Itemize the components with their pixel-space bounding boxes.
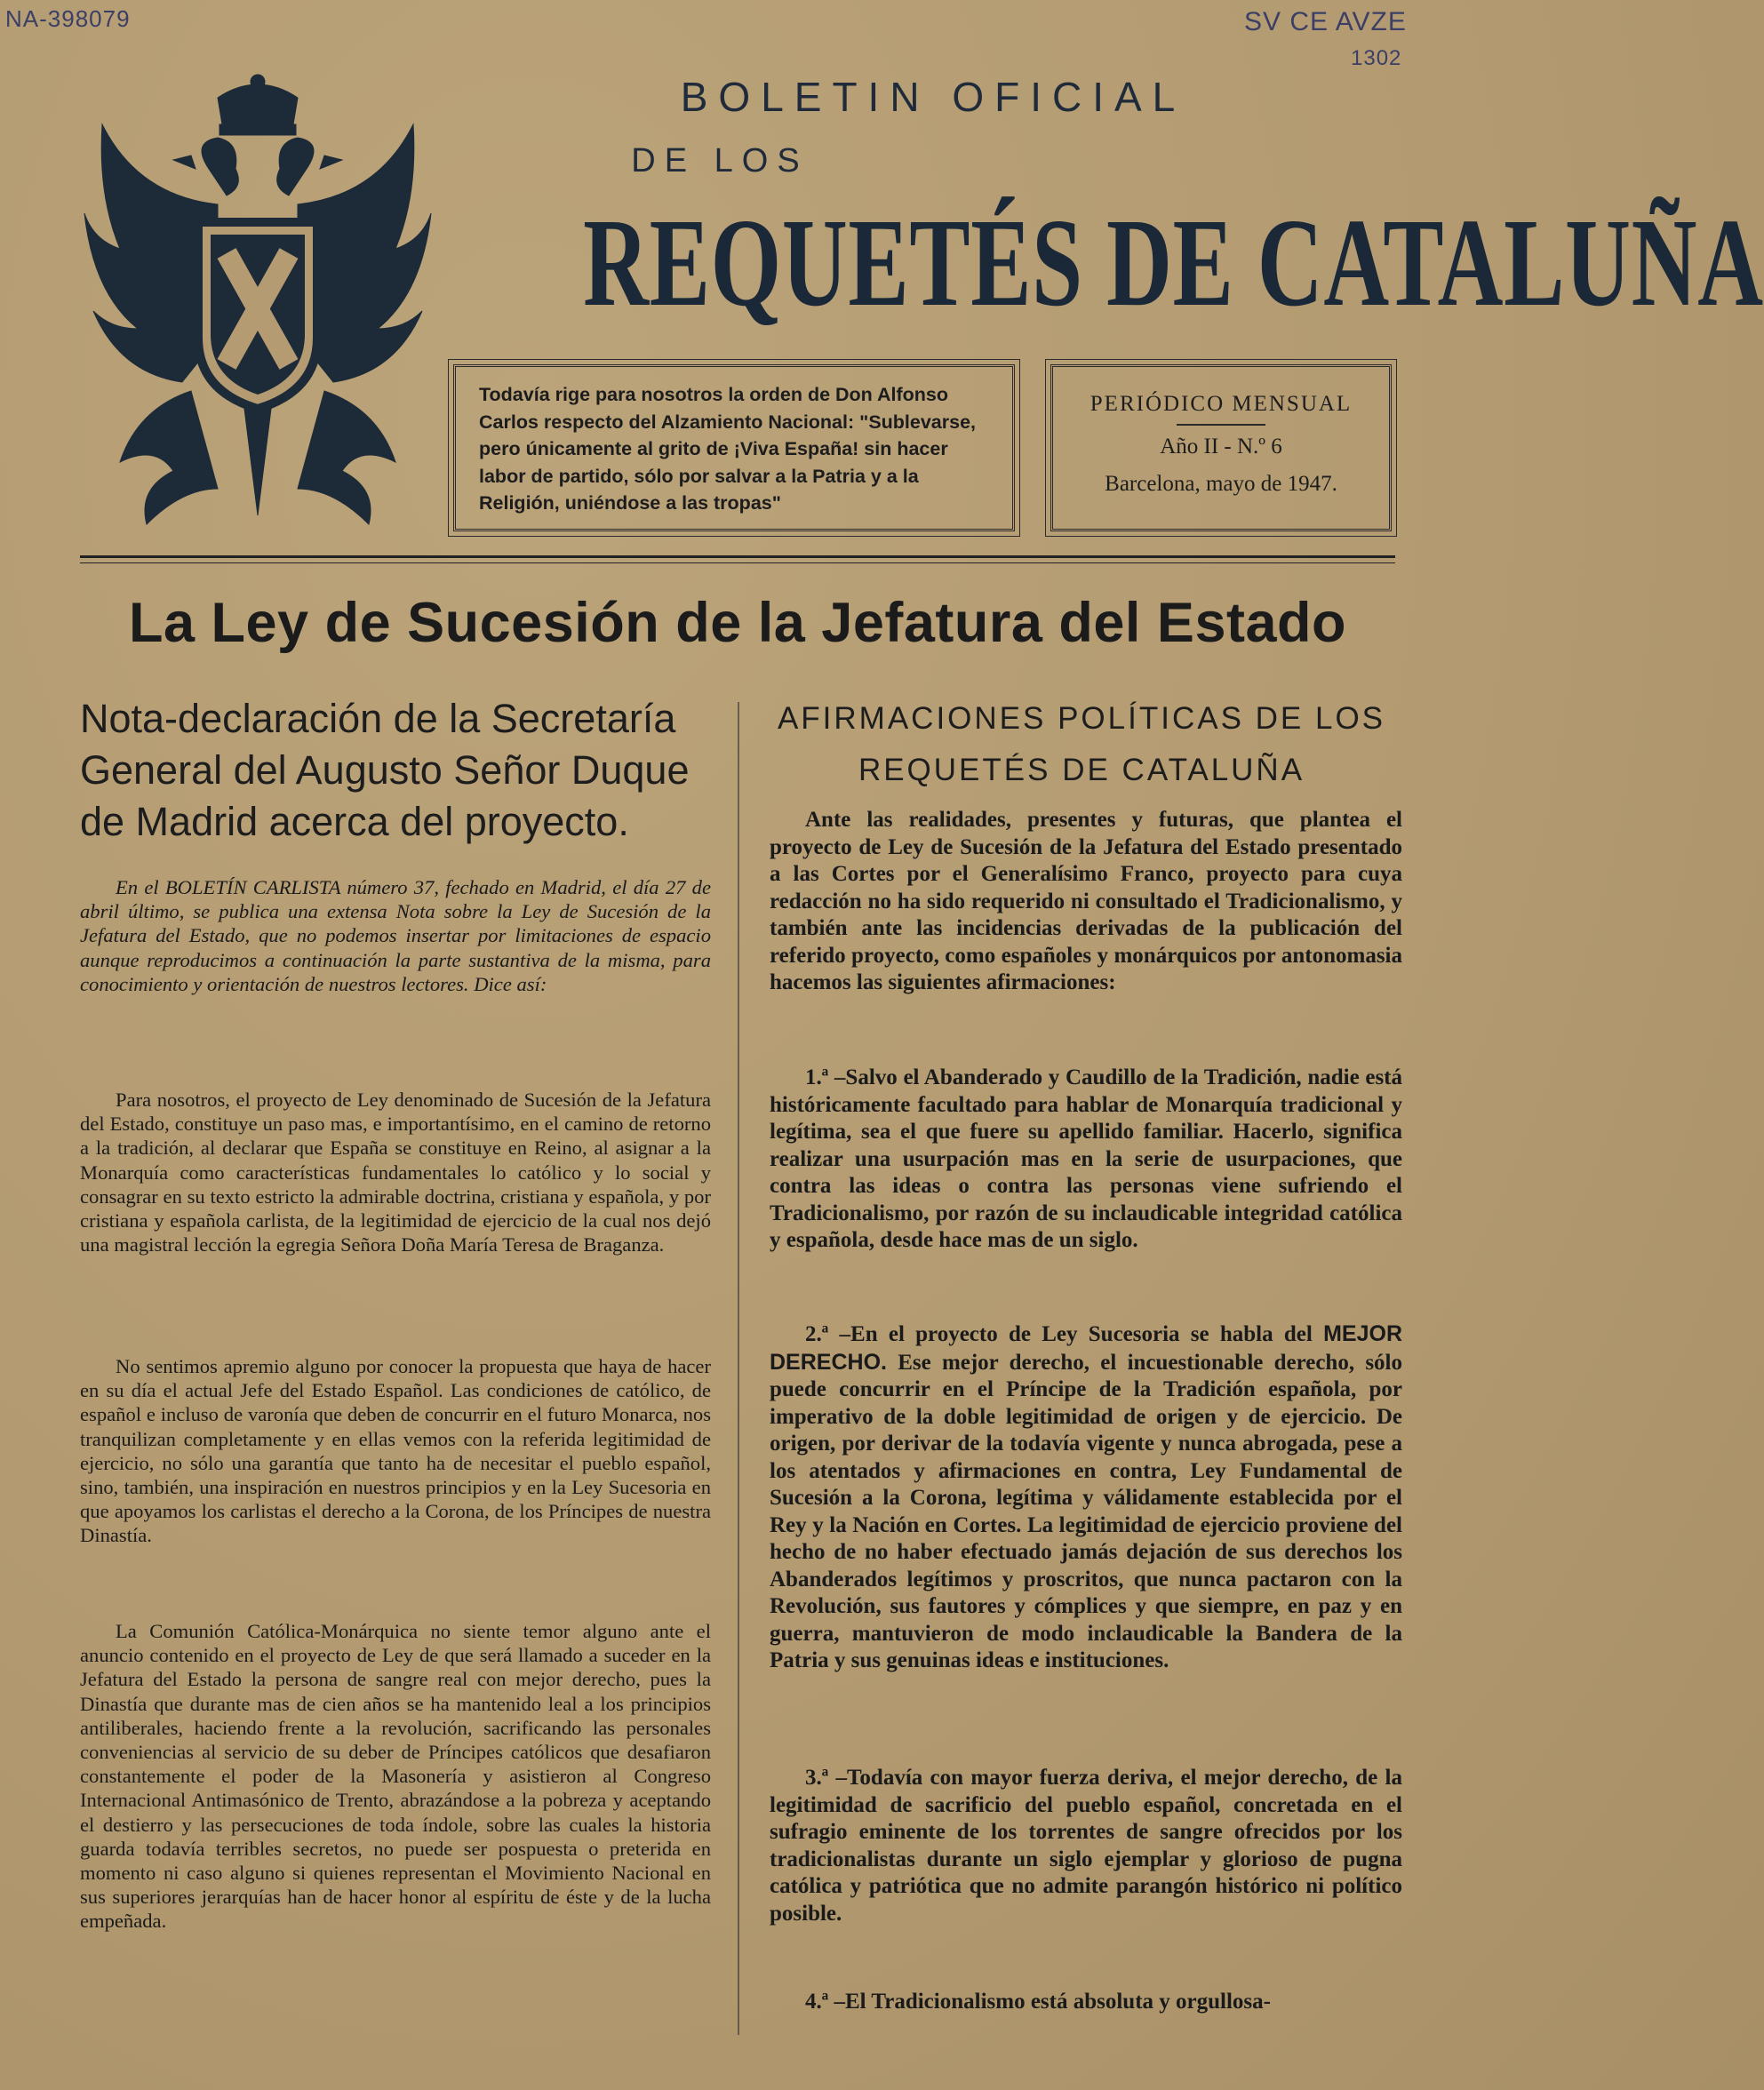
left-p2-text: No sentimos apremio alguno por conocer la propuesta que haya de hacer en su día el actual Jefe del Estado Español. Las condiciones de católico, de español e incluso de varonía que deben de concurrir en el futuro Monarca, nos tranquilizan completamente y en ellas vemos con la referida legitimidad de ejercicio, no sólo una garantía que tanto ha de necesitar el pueblo español, sino, también, una inspiración en nuestros principios y en la Ley Sucesoria en que apoyamos los carlistas el derecho a la Corona, de los Príncipes de nuestra Dinastía. (80, 1355, 711, 1547)
left-p3-text: La Comunión Católica-Monárquica no siente temor alguno ante el anuncio contenido en el proyecto de Ley de que será llamado a suceder en la Jefatura del Estado la persona de sangre real con mejor derecho, pues la Dinastía que durante mas de cien años se ha mantenido leal a los principios antiliberales, haciendo frente a la revolución, sacrificando las personales conveniencias al servicio de su deber de Príncipes católicos que desafiaron constantemente el poder de la Masonería y asistieron al Congreso Internacional Antimasónico de Trento, abrazándose a la pobreza y aceptando el destierro y las persecuciones de toda índole, sobre las cuales la historia guarda todavía terribles secretos, no puede ser pospuesta o preterida en momento ni caso alguno si quienes representan el Movimiento Nacional en sus superiores jerarquías han de hacer honor al espíritu de éste y de la lucha empeñada. (80, 1620, 711, 1933)
left-p1-text: Para nosotros, el proyecto de Ley denominado de Sucesión de la Jefatura del Estado, constituye un paso mas, e importantísimo, en el camino de retorno a la tradición, al declarar que España se constituye en Reino, al asignar a la Monarquía como características fundamentales lo católico y lo social y consagrar en su texto estricto la admirable doctrina, cristiana y española, y por cristiana y española carlista, de la legitimidad de ejercicio de la cual nos dejó una magistral lección la egregia Señora Doña María Teresa de Braganza. (80, 1089, 711, 1256)
right-intro-text: Ante las realidades, presentes y futuras, que plantea el proyecto de Ley de Sucesión de la Jefatura del Estado presentado a las Cortes por el Generalísimo Franco, proyecto para cuya redacción no ha sido requerido ni consultado el Tradicionalismo, y también ante las incidencias derivadas de la publicación del referido proyecto, como españoles y monárquicos por antonomasia hacemos las siguientes afirmaciones: (770, 808, 1402, 994)
left-intro-paragraph (80, 875, 711, 996)
item-2-text-b: Ese mejor derecho, el incuestionable derecho, sólo puede concurrir en el Príncipe de la Tradición española, por imperativo de la doble legitimidad de origen y de ejercicio. De origen, por derivar de la todavía vigente y nunca abrogada, pese a los atentados y afirmaciones en contra, Ley Fundamental de Sucesión a la Corona, legítima y válidamente establecida por el Rey y la Nación en Cortes. La legitimidad de ejercicio proviene del hecho de no haber efectuado jamás dejación de sus derechos los Abanderados legítimos y proscritos, que nunca pactaron con la Revolución, sus fautores y cómplices y que siempre, en paz y en guerra, mantuvieron de modo inclaudicable la Bandera de la Patria y sus genuinas ideas e instituciones. (770, 1350, 1402, 1672)
right-intro-paragraph (770, 807, 1402, 997)
right-item-2 (770, 1320, 1402, 1675)
item-3-text: Todavía con mayor fuerza deriva, el mejor derecho, de la legitimidad de sacrificio del pueblo español, concretada en el sufragio eminente de los torrentes de sangre ofrecidos por los tradicionalistas durante un siglo ejemplar y glorioso de pugna católica y patriótica que no admite parangón histórico ni político posible. (770, 1766, 1402, 1926)
issue-place-date: Barcelona, mayo de 1947. (1105, 472, 1337, 496)
item-4-number: 4.ª – (805, 1990, 845, 2014)
item-3-number: 3.ª – (805, 1766, 848, 1790)
item-1-number: 1.ª – (805, 1065, 846, 1089)
issue-frequency: PERIÓDICO MENSUAL (1090, 392, 1353, 416)
item-2-caps: MEJOR DERECHO. (770, 1321, 1402, 1375)
item-2-text-a: En el proyecto de Ley Sucesoria se habla del (850, 1322, 1324, 1346)
masthead-title: REQUETÉS DE CATALUÑA (583, 192, 1764, 332)
header-rule-bottom (80, 562, 1395, 563)
left-intro-text: En el BOLETÍN CARLISTA número 37, fechado en Madrid, el día 27 de abril último, se publica una extensa Nota sobre la Ley de Sucesión de la Jefatura del Estado, que no podemos insertar por limitaciones de espacio aunque reproducimos a continuación la parte sustantiva de la misma, para conocimiento y orientación de nuestros lectores. Dice así: (80, 876, 711, 995)
right-item-1 (770, 1065, 1402, 1255)
issue-number: Año II - N.º 6 (1160, 435, 1282, 459)
issue-info-box (1050, 364, 1392, 531)
archive-stamp-sub: 1302 (1351, 46, 1402, 70)
left-paragraph-3 (80, 1619, 711, 1934)
archive-number-mark: NA-398079 (5, 5, 131, 32)
left-paragraph-2 (80, 1354, 711, 1548)
column-divider (738, 702, 739, 2035)
item-1-text: Salvo el Abanderado y Caudillo de la Tradición, nadie está históricamente facultado para hablar de Monarquía tradicional y legítima, sea el que fuere su apellido familiar. Hacerlo, significa realizar una usurpación mas en la serie de usurpaciones, que contra las ideas o contra las personas viene sufriendo el Tradicionalismo, por razón de su inclaudicable integridad católica y española, desde hace mas de un siglo. (770, 1065, 1402, 1252)
left-paragraph-1 (80, 1088, 711, 1256)
motto-text: Todavía rige para nosotros la orden de Don Alfonso Carlos respecto del Alzamiento Nacional: "Sublevarse, pero únicamente al grito de ¡Viva España! sin hacer labor de partido, sólo por salvar a la Patria y a la Religión, uniéndose a las tropas" (479, 384, 977, 514)
motto-box (453, 364, 1015, 531)
main-headline: La Ley de Sucesión de la Jefatura del Estado (129, 592, 1346, 654)
issue-divider (1177, 424, 1265, 426)
right-item-4 (770, 1989, 1402, 2016)
right-item-3 (770, 1765, 1402, 1927)
masthead-line2: DE LOS (631, 142, 809, 179)
right-column-heading: AFIRMACIONES POLÍTICAS DE LOS REQUETÉS DE CATALUÑA (777, 701, 1386, 787)
left-column-heading: Nota-declaración de la Secretaría General del Augusto Señor Duque de Madrid acerca del proyecto. (80, 696, 690, 844)
item-2-number: 2.ª – (805, 1322, 851, 1346)
archive-stamp-mark: SV CE AVZE (1244, 7, 1407, 36)
header-rule-top (80, 555, 1395, 558)
item-4-text: El Tradicionalismo está absoluta y orgullosa- (845, 1990, 1271, 2014)
double-headed-eagle-crest-icon (84, 71, 431, 533)
masthead-line1: BOLETIN OFICIAL (680, 74, 1186, 120)
